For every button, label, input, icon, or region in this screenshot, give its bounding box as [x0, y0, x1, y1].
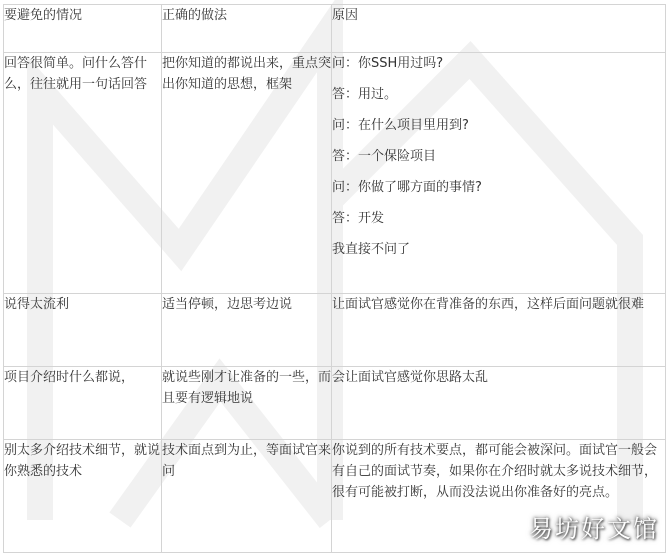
table-row: [4, 53, 666, 294]
header-situation: 要避免的情况: [4, 5, 162, 53]
approach-text: 把你知道的都说出来，重点突出你知道的思想，框架: [162, 56, 332, 92]
approach-text: 技术面点到为止，等面试官来问: [162, 443, 332, 479]
approach-text: 适当停顿，边思考边说: [162, 297, 293, 312]
table-header-row: [4, 5, 666, 53]
situation-text: 说得太流利: [4, 297, 70, 312]
reason-cell: [332, 367, 666, 440]
situation-cell: [4, 53, 162, 294]
reason-text: 会让面试官感觉你思路太乱: [332, 370, 489, 385]
reason-cell: [332, 53, 666, 294]
situation-text: 回答很简单。问什么答什么，往往就用一句话回答: [4, 56, 148, 92]
situation-cell: [4, 294, 162, 367]
situation-cell: [4, 440, 162, 553]
approach-cell: [162, 440, 332, 553]
approach-cell: [162, 367, 332, 440]
header-approach: 正确的做法: [162, 5, 332, 53]
dialog-line: 问：在什么项目里用到?: [332, 118, 469, 133]
dialog-line: 答：一个保险项目: [332, 149, 437, 164]
table-row: [4, 294, 666, 367]
dialog-line: 答：用过。: [332, 87, 398, 102]
dialog-line: 答：开发: [332, 211, 385, 226]
approach-text: 就说些刚才让准备的一些，而且要有逻辑地说: [162, 370, 332, 406]
reason-text: 你说到的所有技术要点，都可能会被深问。面试官一般会有自己的面试节奏，如果你在介绍时就太多说技术细节，很有可能被打断，从而没法说出你准备好的亮点。: [332, 443, 658, 500]
table-row: [4, 367, 666, 440]
header-reason: 原因: [332, 5, 666, 53]
dialog-line: 问：你做了哪方面的事情?: [332, 180, 482, 195]
reason-cell: [332, 294, 666, 367]
reason-text: 让面试官感觉你在背准备的东西，这样后面问题就很难: [332, 297, 645, 312]
dialog-line: 我直接不问了: [332, 242, 411, 257]
situation-text: 项目介绍时什么都说，: [4, 370, 135, 385]
approach-cell: [162, 53, 332, 294]
interview-guide-table: [3, 4, 666, 553]
dialog-line: 问：你SSH用过吗?: [332, 56, 444, 71]
situation-cell: [4, 367, 162, 440]
situation-text: 别太多介绍技术细节，就说你熟悉的技术: [4, 443, 161, 479]
approach-cell: [162, 294, 332, 367]
site-watermark-text: 易坊好文馆: [529, 515, 659, 543]
